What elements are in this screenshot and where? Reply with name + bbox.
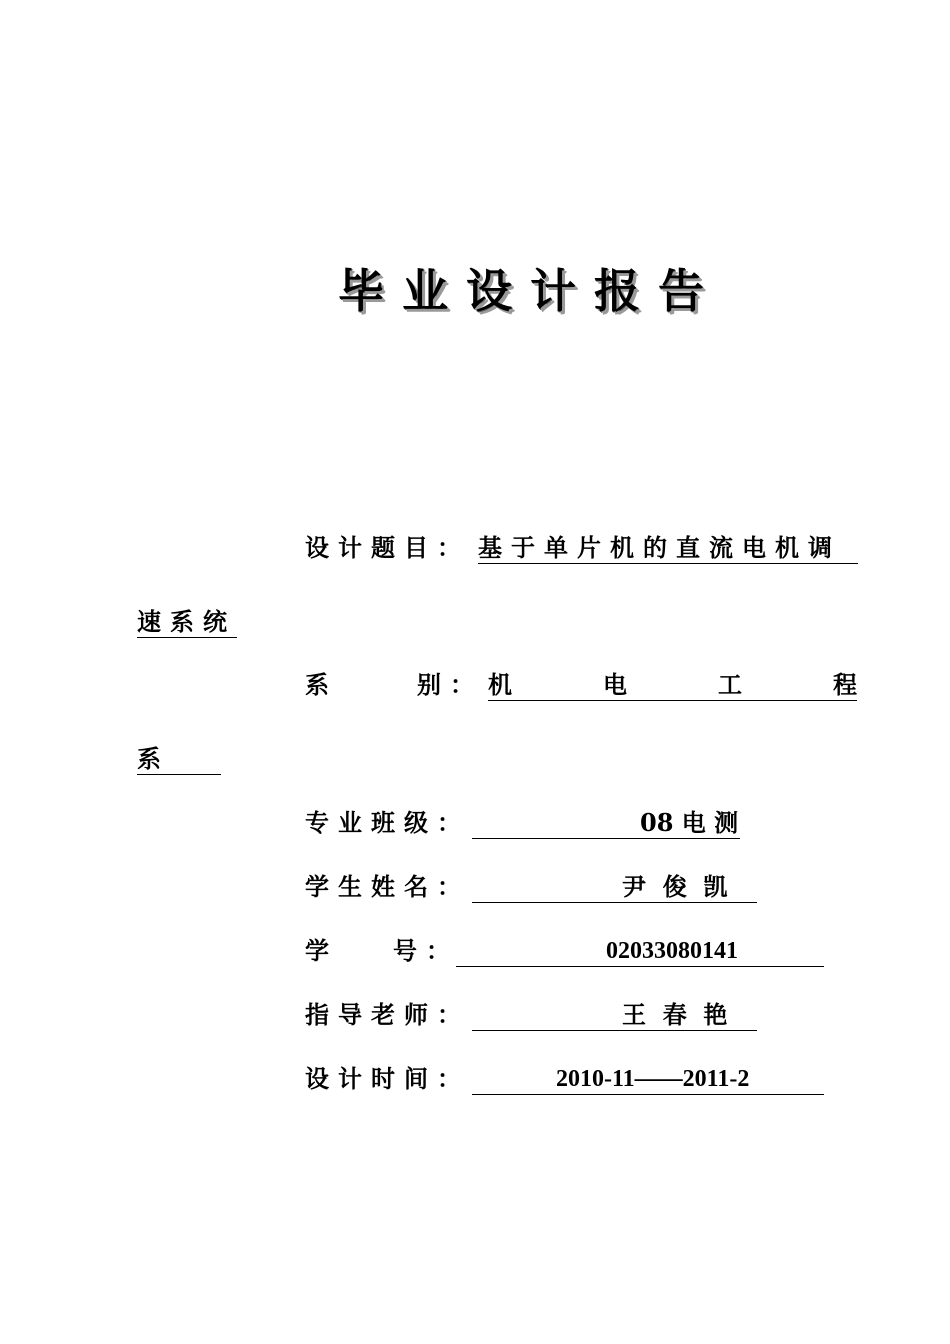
advisor-value-field [472,1000,757,1031]
id-label-a: 学 [305,936,329,965]
advisor-label: 指导老师： [305,1000,470,1029]
id-value: 02033080141 [606,938,738,964]
dept-char-3: 工 [718,670,742,699]
dept-value-line2: 系 [137,744,221,775]
time-value-field [472,1064,824,1095]
class-label: 专业班级： [305,808,470,837]
dept-label-b: 别： [417,670,483,699]
dept-value-line1 [488,670,857,701]
topic-value-line2: 速系统 [137,607,236,636]
name-value: 尹 俊 凯 [622,872,728,901]
dept-char-2: 电 [603,670,627,699]
id-value-field [456,936,824,967]
class-value-field [472,808,740,839]
class-value: 08 电 测 [640,808,739,837]
dept-label-a: 系 [305,670,329,699]
advisor-value: 王 春 艳 [622,1000,728,1029]
name-value-field [472,872,757,903]
name-label: 学生姓名： [305,872,470,901]
id-label-b: 号： [393,936,459,965]
dept-char-1: 机 [488,670,512,699]
report-title: 毕业设计报告 [338,264,722,318]
time-label: 设计时间： [305,1064,470,1093]
time-value: 2010-11——2011-2 [556,1066,750,1092]
topic-label: 设计题目： [305,533,470,562]
topic-value-line1: 基于单片机的直流电机调 [478,533,858,564]
dept-char-4: 程 [833,670,857,699]
